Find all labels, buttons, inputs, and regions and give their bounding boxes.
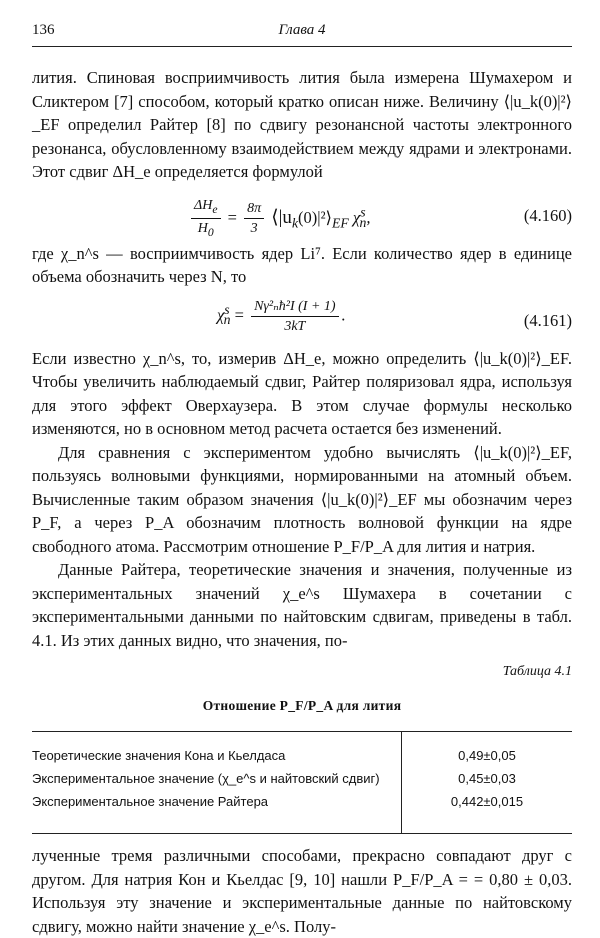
paragraph-4: Для сравнения с экспериментом удобно вычислять ⟨|u_k(0)|²⟩_EF, пользуясь волновыми функциями, нормированными на атомный объем. Вычисленные таким образом значения ⟨|u_k(0)|²⟩_EF мы обозначим через P_F, а через P_A обозначим плотность волновой функции на ядре свободного атома. Рассмотрим отношение P_F/P_A для лития и натрия. <box>32 442 572 556</box>
equation-4-161-number: (4.161) <box>523 310 572 330</box>
equation-4-160-formula: $\frac{\Delta H_e}{H_0}$ = $\frac{8\pi}{3}$ $⟨|u_k(0)|^2⟩_{EF}$ $\chi^s_n$, <box>188 196 371 243</box>
page-body <box>32 66 572 938</box>
equation-4-161-formula: $\chi^s_n$ = $\frac{\text{Nγ²ₙħ²I (I + 1)}}{3kT}$ . <box>217 298 346 334</box>
paragraph-3: Если известно χ_n^s, то, измерив ΔH_e, можно определить ⟨|u_k(0)|²⟩_EF. Чтобы увеличить наблюдаемый сдвиг, Райтер поляризовал ядра, используя для этого эффект Оверхаузера. В этом случае формулы несколько изменяются, но в основном метод расчета остается без изменений. <box>32 348 572 438</box>
chapter-title: Глава 4 <box>278 22 326 38</box>
page-header <box>32 14 572 40</box>
table-row <box>32 732 572 768</box>
header-rule <box>32 46 572 47</box>
paragraph-2: где χ_n^s — восприимчивость ядер Li⁷. Если количество ядер в единице объема обозначить через N, то <box>32 243 572 286</box>
data-table <box>32 731 572 834</box>
frac-chi: $\frac{\text{Nγ²ₙħ²I (I + 1)}}{3kT}$ <box>251 297 339 336</box>
table-cell-desc: Экспериментальное значение Райтера <box>32 794 269 809</box>
table-title: Отношение P_F/P_A для лития <box>202 697 402 713</box>
table-cell-value: 0,45±0,03 <box>402 767 573 790</box>
table-row <box>32 767 572 790</box>
paragraph-1: лития. Спиновая восприимчивость лития была измерена Шумахером и Сликтером [7] способом, который кратко описан ниже. Величину ⟨|u_k(0)|²⟩_EF определил Райтер [8] по сдвигу резонансной частоты электронного резонанса, обусловленному взаимодействием между ядрами и электронами. Этот сдвиг ΔH_e определяется формулой <box>32 68 572 181</box>
table-cell-desc: Теоретические значения Кона и Кьелдаса <box>32 748 286 763</box>
paragraph-5: Данные Райтера, теоретические значения и значения, полученные из экспериментальных значений χ_e^s Шумахера в сочетании с экспериментальными данными по найтовским сдвигам, приведены в табл. 4.1. Из этих данных видно, что значения, по- <box>32 560 572 650</box>
frac-8pi-3: $\frac{8\pi}{3}$ <box>244 199 264 238</box>
table-cell-value: 0,442±0,015 <box>402 790 573 834</box>
paragraph-6: лученные тремя различными способами, прекрасно совпадают друг с другом. Для натрия Кон и Кьелдас [9, 10] нашли P_F/P_A = = 0,80 ± 0,03. Используя эту значение и экспериментальные данные по найтовскому сдвигу, можно найти значение χ_e^s. Полу- <box>32 846 572 936</box>
frac-delta-h: $\frac{\Delta H_e}{H_0}$ <box>191 196 221 243</box>
table-cell-desc: Экспериментальное значение (χ_e^s и найтовский сдвиг) <box>32 771 380 786</box>
equation-4-160-number: (4.160) <box>523 205 572 225</box>
equation-4-160 <box>32 190 572 238</box>
table-bottom-rule <box>32 834 572 835</box>
table-row <box>32 790 572 834</box>
page <box>32 14 572 936</box>
page-number: 136 <box>32 22 55 38</box>
table-cell-value: 0,49±0,05 <box>402 732 573 768</box>
equation-4-161 <box>32 295 572 343</box>
table-label: Таблица 4.1 <box>502 664 572 679</box>
